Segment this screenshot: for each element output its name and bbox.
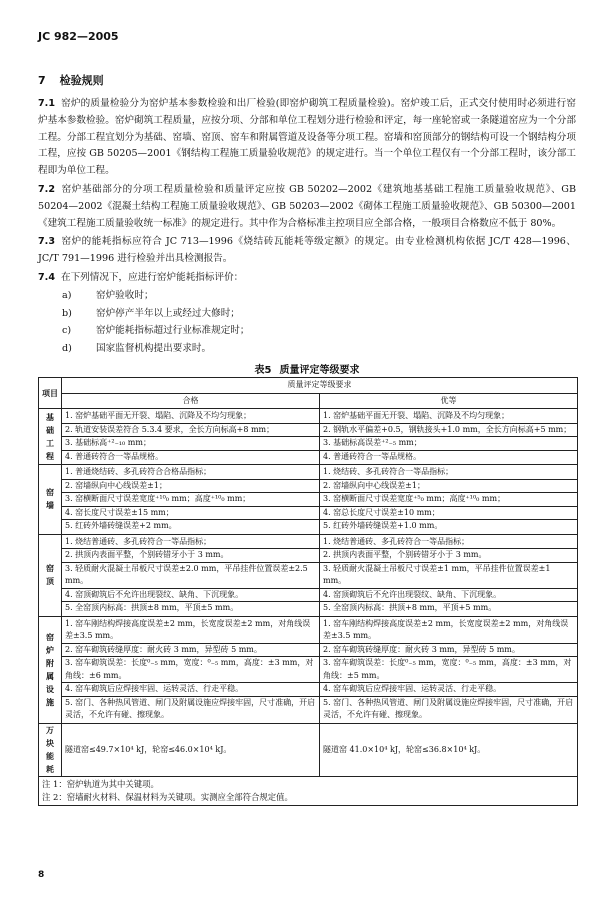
header-item: 项目: [39, 378, 62, 409]
clause-number: 7.3: [38, 236, 55, 247]
table-row: [39, 534, 578, 616]
table-notes-row: [39, 776, 578, 805]
note-1: 注 1：窑炉轨道为其中关键项。: [42, 778, 159, 789]
table-title: 质量评定等级要求: [279, 365, 360, 376]
good-cell: 1. 窑车刚结构焊接高度误差±2 mm，长宽度误差±2 mm，对角线误差±3.5 mm。 2. 窑车砌筑砖缝厚度：耐火砖 3 mm，异型砖 5 mm。 3. 窑车砌筑误差：长度⁰₋₅ mm，宽度：⁰₋₅ mm，高度：±3 mm，对角线：±5 mm。 4. 窑车砌筑后应焊接牢固、运转灵活、行走平稳。 5. 窑门、各种热风管道、闸门及附属设施应焊接牢固，尺寸准确，开启灵活，不允许有碰、擦现象。: [320, 616, 578, 723]
row-category: 基 础 工 程: [39, 409, 62, 465]
list-item: [38, 340, 578, 358]
pass-cell: 1. 烧结普通砖、多孔砖符合一等品指标； 2. 拱顶内表面平整，个别砖错牙小于 3 mm。 3. 轻质耐火混凝土吊板尺寸误差±2.0 mm，平吊挂件位置误差±2.5 mm。 4. 窑顶砌筑后不允许出现裂纹、缺角、下沉现象。 5. 全窑顶内标高：拱顶±8 mm，平顶±5 mm。: [62, 534, 320, 616]
section-title: 检验规则: [59, 74, 104, 87]
table-caption: [0, 361, 614, 376]
section-heading: [38, 72, 104, 88]
row-category: 万 块 能 耗: [39, 723, 62, 776]
list-item: [38, 287, 578, 305]
row-category: 窑 墙: [39, 465, 62, 535]
page-number: 8: [38, 870, 45, 880]
table-row: [39, 465, 578, 535]
list-item-text: 窑炉能耗指标超过行业标准规定时；: [96, 325, 250, 337]
table-row: [39, 616, 578, 723]
pass-cell: 隧道窑≤49.7×10⁴ kJ，轮窑≤46.0×10⁴ kJ。: [62, 723, 320, 776]
clause-text: 在下列情况下，应进行窑炉能耗指标评价：: [61, 272, 244, 283]
clause-text: 窑炉的质量检验分为窑炉基本参数检验和出厂检验(即窑炉砌筑工程质量检验)。窑炉竣工后，正式交付使用时必须进行窑炉基本参数检验。窑炉砌筑工程质量，应按分项、分部和单位工程划分进行检验和评定，每一座轮窑或一条隧道窑应为一个分部工程。分部工程宜划分为基础、窑墙、窑顶、窑车和附属管道及设备等分项工程。窑墙和窑顶部分的钢结构可设一个钢结构分项工程，应按 GB 50205—2001《钢结构工程施工质量验收规范》的规定进行。当一个单位工程仅有一个分部工程时，该分部工程即为单位工程。: [38, 98, 576, 177]
list-item-text: 窑炉验收时；: [96, 290, 154, 301]
header-group: 质量评定等级要求: [62, 378, 578, 394]
list-item-key: c): [62, 325, 72, 337]
table-number: 表5: [254, 365, 272, 376]
clause-text: 窑炉的能耗指标应符合 JC 713—1996《烧结砖瓦能耗等级定额》的规定。由专业检测机构依据 JC/T 428—1996、JC/T 791—1996 进行检验并出具检测报告。: [38, 236, 576, 264]
pass-cell: 1. 窑炉基础平面无开裂、塌陷、沉降及不均匀现象； 2. 轨道安装误差符合 5.3.4 要求，全长方向标高+8 mm； 3. 基础标高⁺²₋₁₀ mm； 4. 普通砖符合一等品规格。: [62, 409, 320, 465]
clause-number: 7.2: [38, 184, 55, 195]
good-cell: 1. 烧结砖、多孔砖符合一等品指标； 2. 窑墙纵向中心线误差±1； 3. 窑横断面尺寸误差宽度⁺⁵₀ mm；高度⁺¹⁰₀ mm； 4. 窑总长度尺寸误差±10 mm； 5. 红砖外墙砖缝误差+1.0 mm。: [320, 465, 578, 535]
clause-7-3: [38, 234, 576, 268]
clause-7-4: [38, 270, 576, 287]
clause-number: 7.1: [38, 98, 55, 109]
clause-7-1: [38, 96, 576, 180]
row-category: 窑 顶: [39, 534, 62, 616]
header-good: 优等: [320, 393, 578, 409]
good-cell: 1. 窑炉基础平面无开裂、塌陷、沉降及不均匀现象； 2. 钢轨水平偏差+0.5，钢轨接头+1.0 mm，全长方向标高+5 mm； 3. 基础标高误差⁺²₋₅ mm； 4. 普通砖符合一等品规格。: [320, 409, 578, 465]
section-number: 7: [38, 74, 46, 87]
table-row: [39, 723, 578, 776]
list-item-key: a): [62, 290, 72, 301]
note-2: 注 2：窑墙耐火材料、保温材料为关键项。实测应全部符合规定值。: [42, 791, 293, 802]
clause-number: 7.4: [38, 272, 55, 283]
list-item: [38, 322, 578, 340]
list-item-key: d): [62, 342, 72, 354]
table-notes: [39, 776, 578, 805]
good-cell: 1. 烧结普通砖、多孔砖符合一等品指标； 2. 拱顶内表面平整，个别砖错牙小于 3 mm。 3. 轻质耐火混凝土吊板尺寸误差±1 mm，平吊挂件位置误差±1 mm。 4. 窑顶砌筑后不允许出现裂纹、缺角、下沉现象。 5. 全窑顶内标高：拱顶+8 mm，平顶+5 mm。: [320, 534, 578, 616]
table-row: [39, 409, 578, 465]
pass-cell: 1. 普通烧结砖、多孔砖符合合格品指标； 2. 窑墙纵向中心线误差±1； 3. 窑横断面尺寸误差宽度⁺¹⁰₀ mm；高度⁺¹⁰₀ mm； 4. 窑长度尺寸误差±15 mm； 5. 红砖外墙砖缝误差+2 mm。: [62, 465, 320, 535]
standard-code: JC 982—2005: [38, 30, 119, 43]
condition-list: [38, 287, 578, 357]
good-cell: 隧道窑 41.0×10⁴ kJ，轮窑≤36.8×10⁴ kJ。: [320, 723, 578, 776]
row-category: 窑 炉 附 属 设 施: [39, 616, 62, 723]
header-pass: 合格: [62, 393, 320, 409]
list-item-text: 窑炉停产半年以上或经过大修时；: [96, 307, 240, 319]
list-item: [38, 305, 578, 323]
list-item-text: 国家监督机构提出要求时。: [96, 342, 212, 354]
quality-grade-table: [38, 377, 578, 806]
clause-text: 窑炉基础部分的分项工程质量检验和质量评定应按 GB 50202—2002《建筑地基基础工程施工质量验收规范》、GB 50204—2002《混凝土结构工程施工质量验收规范》、GB 50203—2002《砌体工程施工质量验收规范》、GB 50300—2001《建筑工程施工质量验收统一标准》的规定进行。其中作为合格标准主控项目应全部合格，一般项目合格数应不低于 80%。: [38, 184, 576, 229]
list-item-key: b): [62, 307, 72, 319]
clause-7-2: [38, 182, 576, 232]
pass-cell: 1. 窑车刚结构焊接高度误差±2 mm，长宽度误差±2 mm，对角线误差±3.5 mm。 2. 窑车砌筑砖缝厚度：耐火砖 3 mm，异型砖 5 mm。 3. 窑车砌筑误差：长度⁰₋₅ mm，宽度：⁰₋₅ mm，高度：±3 mm，对角线：±6 mm。 4. 窑车砌筑后应焊接牢固、运转灵活、行走平稳。 5. 窑门、各种热风管道、闸门及附属设施应焊接牢固，尺寸准确，开启灵活，不允许有碰、擦现象。: [62, 616, 320, 723]
